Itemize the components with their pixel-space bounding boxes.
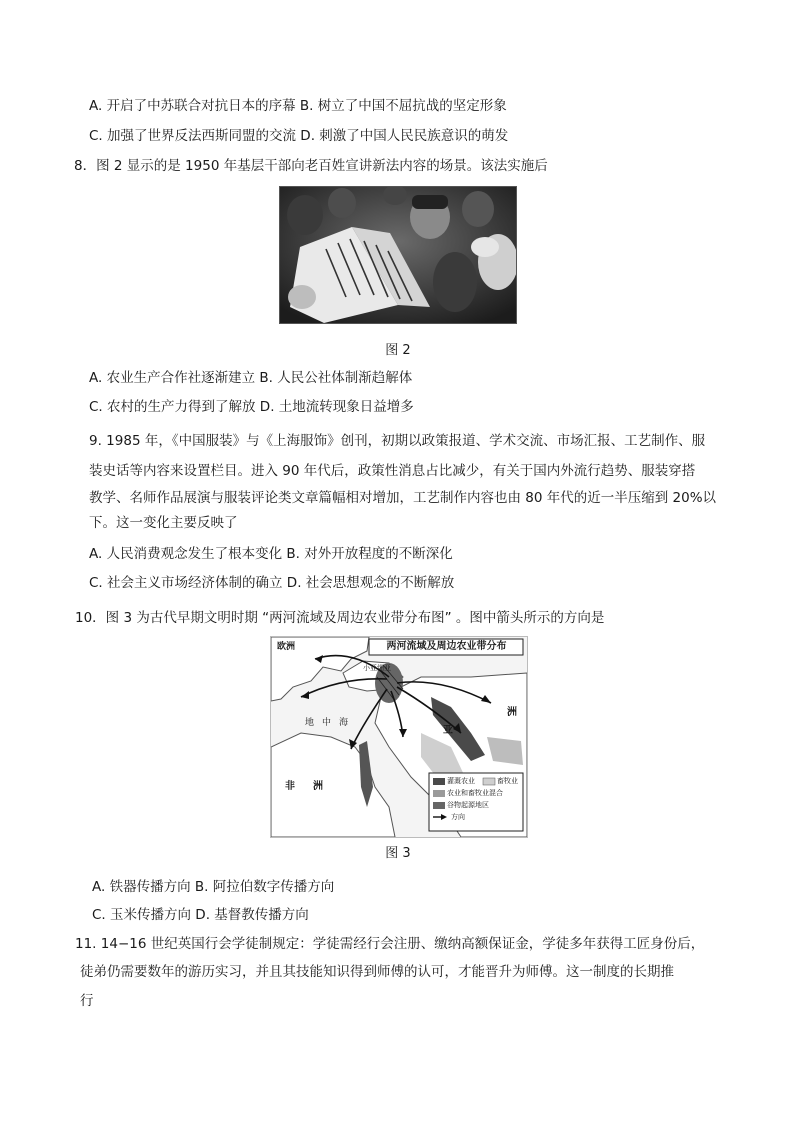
q9-options-cd: C. 社会主义市场经济体制的确立 D. 社会思想观念的不断解放 — [89, 575, 455, 591]
q9-stem-line-1: 9. 1985 年，《中国服装》与《上海服饰》创刊，初期以政策报道、学术交流、市场汇报、工艺制作、服 — [89, 433, 706, 449]
map-label-asia-minor: 小亚细亚 — [363, 664, 391, 672]
q10-options-cd: C. 玉米传播方向 D. 基督教传播方向 — [92, 907, 309, 923]
figure-2-caption: 图 2 — [385, 343, 411, 358]
q8-options-cd: C. 农村的生产力得到了解放 D. 土地流转现象日益增多 — [89, 399, 414, 415]
q9-stem-line-3: 教学、名师作品展演与服装评论类文章篇幅相对增加，工艺制作内容也由 80 年代的近一半压缩到 20%以 — [89, 490, 717, 506]
q11-stem-line-3: 行 — [80, 993, 94, 1009]
map-label-africa: 非洲 — [285, 781, 341, 792]
q8-options-ab: A. 农业生产合作社逐渐建立 B. 人民公社体制渐趋解体 — [89, 370, 413, 386]
map-title: 两河流域及周边农业带分布 — [386, 641, 507, 652]
q10-stem: 10．图 3 为古代早期文明时期 “两河流域及周边农业带分布图” 。图中箭头所示的方向是 — [75, 610, 605, 626]
figure-3-map — [270, 636, 528, 838]
q11-stem-line-1: 11. 14−16 世纪英国行会学徒制规定：学徒需经行会注册、缴纳高额保证金，学徒多年获得工匠身份后， — [75, 936, 705, 952]
legend-item-direction: 方向 — [451, 813, 465, 821]
map-label-asia-2: 洲 — [507, 707, 517, 718]
q8-stem: 8．图 2 显示的是 1950 年基层干部向老百姓宣讲新法内容的场景。该法实施后 — [74, 158, 548, 174]
q7-options-ab: A. 开启了中苏联合对抗日本的序幕 B. 树立了中国不屈抗战的坚定形象 — [89, 98, 507, 114]
q9-options-ab: A. 人民消费观念发生了根本变化 B. 对外开放程度的不断深化 — [89, 546, 453, 562]
map-label-mediterranean: 地中海 — [305, 718, 357, 728]
q10-options-ab: A. 铁器传播方向 B. 阿拉伯数字传播方向 — [92, 879, 335, 895]
figure-3-caption: 图 3 — [385, 846, 411, 861]
q7-options-cd: C. 加强了世界反法西斯同盟的交流 D. 刺激了中国人民民族意识的萌发 — [89, 128, 509, 144]
figure-2-photo — [279, 186, 517, 324]
map-label-asia-1: 亚 — [443, 725, 453, 736]
legend-item-pastoral: 畜牧业 — [497, 777, 518, 785]
q11-stem-line-2: 徒弟仍需要数年的游历实习，并且其技能知识得到师傅的认可，才能晋升为师傅。这一制度的长期推 — [80, 964, 674, 980]
legend-item-grain-origin: 谷物起源地区 — [447, 801, 489, 809]
legend-item-mixed: 农业和畜牧业混合 — [447, 789, 503, 797]
legend-item-irrigation: 灌溉农业 — [447, 777, 475, 785]
q9-stem-line-4: 下。这一变化主要反映了 — [89, 515, 238, 531]
map-label-europe: 欧洲 — [277, 642, 296, 652]
q9-stem-line-2: 装史话等内容来设置栏目。进入 90 年代后，政策性消息占比减少，有关于国内外流行趋势、服装穿搭 — [89, 463, 696, 479]
